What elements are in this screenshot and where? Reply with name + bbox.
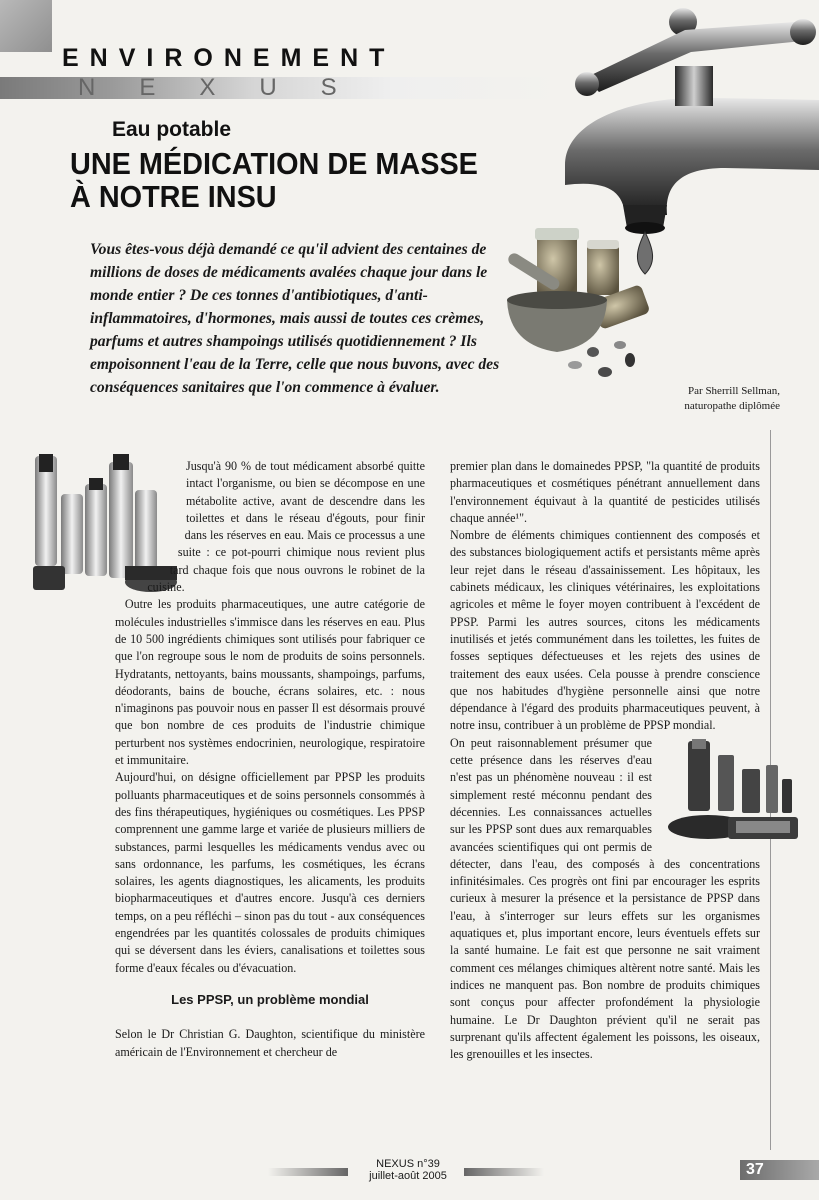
- col2-paragraph-1: premier plan dans le domainedes PPSP, "la quantité de produits pharmaceutiques et cosmétiques pénétrant annuellement dans l'environnement équivaut à la quantité de pesticides utilisés chaque année¹".: [450, 459, 760, 525]
- page-number: 37: [740, 1160, 819, 1180]
- footer-issue: [348, 1158, 468, 1182]
- corner-decoration: [0, 0, 52, 52]
- col1-paragraph-2: Outre les produits pharmaceutiques, une autre catégorie de molécules industrielles s'immisce dans les réserves en eau. Plus de 10 500 ingrédients chimiques sont utilisés pour fabriquer ce que l'on regroupe sous le nom de produits de soins personnels. Hydratants, nettoyants, bains moussants, shampoings, parfums, déodorants, bains de bouche, écrans solaires, etc. : nous n'imaginons pas pouvoir nous en passer Il est désormais prouvé que bon nombre de ces produits de l'industrie chimique perturbent nos systèmes endocrinien, neurologique, respiratoire et immunitaire.: [115, 597, 425, 768]
- col1-paragraph-3: Aujourd'hui, on désigne officiellement par PPSP les produits polluants pharmaceutiques et de soins personnels consommés à des fins thérapeutiques, hygiéniques ou cosmétiques. Les PPSP comprennent une gamme large et variée de plusieurs milliers de substances, parmi lesquelles les médicaments vendus avec ou sans ordonnance, les parfums, les cosmétiques, les écrans solaires, les agents diagnostiques, les alicaments, les produits biopharmaceutiques et d'autres encore. Jusqu'à ces derniers temps, on a peu réfléchi – sinon pas du tout - aux conséquences engendrées par les quantités colossales de produits chimiques qui se déversent dans les éviers, canalisations et toilettes sous forme d'eaux fécales ou d'évacuation.: [115, 770, 425, 975]
- footer-bar-right: [464, 1168, 544, 1176]
- byline-title: naturopathe diplômée: [684, 400, 780, 412]
- section-rubric: ENVIRONEMENT: [62, 44, 396, 72]
- water-drop: [637, 232, 652, 274]
- col2-paragraph-2: Nombre de éléments chimiques contiennent des composés et des substances biologiquement actifs et persistants même après leur rejet dans le réseau d'assainissement. Les hôpitaux, les cabinets médicaux, les cliniques vétérinaires, les exploitations agricoles et même le foyer moyen contribuent à l'excédent de PPSP. Parmi les autres sources, citons les médicaments inutilisés et jetés communément dans les toilettes, les fuites de fosses septiques défectueuses et les rejets des usines de traitement des eaux usées. Cela pousse à prendre conscience que nos habitudes d'hygiène personnelle ainsi que notre dépendance à l'égard des produits pharmaceutiques peuvent, à notre insu, contribuer à un problème de PPSP mondial.: [450, 528, 760, 733]
- footer-magazine: NEXUS n°39: [376, 1158, 440, 1170]
- headline-line-1: UNE MÉDICATION DE MASSE: [70, 146, 478, 181]
- makeup-products-image: [658, 739, 808, 851]
- faucet-illustration: [495, 0, 819, 380]
- col1-paragraph-4: Selon le Dr Christian G. Daughton, scientifique du ministère américain de l'Environnement et chercheur de: [115, 1027, 425, 1059]
- lipstick: [688, 741, 710, 811]
- article-column-2: [450, 458, 760, 1063]
- article-kicker: Eau potable: [112, 118, 232, 141]
- article-headline: [70, 147, 535, 213]
- col1-paragraph-1: Jusqu'à 90 % de tout médicament absorbé quitte intact l'organisme, ou bien se décompose en une métabolite active, avant de descendre dans les toilettes et dans le réseau d'égouts, pour finir dans les réserves en eau. Mais ce processus a une suite : ce pot-pourri chimique nous revient plus tard chaque fois que nous ouvrons le robinet de la cuisine.: [147, 459, 425, 595]
- section-subheading: Les PPSP, un problème mondial: [171, 991, 369, 1007]
- footer-date: juillet-août 2005: [369, 1170, 447, 1182]
- article-byline: [630, 384, 780, 414]
- footer-bar-left: [268, 1168, 348, 1176]
- headline-line-2: À NOTRE INSU: [70, 179, 277, 214]
- article-column-1: [115, 458, 425, 1061]
- article-intro: Vous êtes-vous déjà demandé ce qu'il advient des centaines de millions de doses de médicaments avalées chaque jour dans le monde entier ? De ces tonnes d'antibiotiques, d'anti-inflammatoires, d'hormones, mais aussi de toutes ces crèmes, parfums et autres shampoings utilisés quotidiennement ? Ils empoisonnent l'eau de la Terre, celle que nous buvons, avec des conséquences sanitaires que l'on commence à évaluer.: [90, 241, 500, 396]
- col2-paragraph-3: On peut raisonnablement présumer que cette présence dans les réserves d'eau n'est pas un phénomène nouveau : il est simplement resté méconnu pendant des décennies. Les connaissances actuelles sur les PPSP sont dues aux remarquables avancées scientifiques qui ont permis de détecter, dans l'eau, des composés à des concentrations infinitésimales. Ces progrès ont fini par encourager les esprits curieux à mesurer la présence et la persistance de PPSP dans l'eau, à s'interroger sur leurs effets sur les organismes aquatiques et, plus important encore, leurs éventuels effets sur la santé humaine. Le fait est que personne ne sait vraiment comment ces mélanges chimiques altèrent notre santé. Mais les indices ne manquent pas. Bon nombre de produits chimiques sont conçus pour affecter profondément la physiologie humaine. Le Dr Daughton prévient qu'il ne serait pas surprenant qu'ils affectent également les poissons, les oiseaux, les grenouilles et les insectes.: [450, 735, 760, 1062]
- pill: [568, 361, 582, 369]
- tap-body: [565, 98, 819, 215]
- bottle: [35, 456, 57, 566]
- banner-magazine-name: NEXUS: [78, 74, 381, 101]
- page-footer: [268, 1158, 544, 1182]
- byline-author: Par Sherrill Sellman,: [688, 385, 780, 397]
